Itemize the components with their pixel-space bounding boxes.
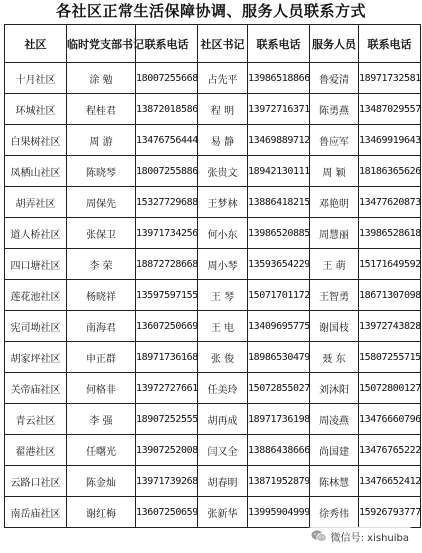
table-row <box>5 373 421 404</box>
phone-cell: 15072800127 <box>359 373 421 404</box>
phone-cell: 13597597155 <box>136 280 198 311</box>
phone-cell: 13986528618 <box>359 218 421 249</box>
community-secretary-cell: 程 明 <box>198 94 248 125</box>
phone-cell: 13469919643 <box>359 125 421 156</box>
table-row <box>5 249 421 280</box>
service-staff-cell: 谢国枝 <box>310 311 359 342</box>
table-body <box>5 63 421 528</box>
table-row <box>5 466 421 497</box>
community-secretary-cell: 张贵文 <box>198 156 248 187</box>
phone-cell: 13872018586 <box>136 94 198 125</box>
phone-cell: 13477620873 <box>359 187 421 218</box>
party-secretary-cell: 程桂君 <box>67 94 136 125</box>
table-row <box>5 280 421 311</box>
service-staff-cell: 邓艳明 <box>310 187 359 218</box>
phone-cell: 13986518866 <box>248 63 310 94</box>
phone-cell: 15171649592 <box>359 249 421 280</box>
phone-cell: 13469889712 <box>248 125 310 156</box>
community-secretary-cell: 周小琴 <box>198 249 248 280</box>
service-staff-cell: 王智勇 <box>310 280 359 311</box>
service-staff-cell: 王 萌 <box>310 249 359 280</box>
community-cell: 宪司坳社区 <box>5 311 67 342</box>
community-secretary-cell: 占先平 <box>198 63 248 94</box>
party-secretary-cell: 涂 勉 <box>67 63 136 94</box>
phone-cell: 18971736168 <box>136 342 198 373</box>
phone-cell: 13476660796 <box>359 404 421 435</box>
phone-cell: 13971739268 <box>136 466 198 497</box>
phone-cell: 15926793777 <box>359 497 421 528</box>
contact-table <box>4 24 421 528</box>
phone-cell: 18986530479 <box>248 342 310 373</box>
community-cell: 四口塘社区 <box>5 249 67 280</box>
party-secretary-cell: 杨晓祥 <box>67 280 136 311</box>
column-header-phone: 联系电话 <box>359 25 421 63</box>
phone-cell: 18671307098 <box>359 280 421 311</box>
phone-cell: 18872728668 <box>136 249 198 280</box>
community-cell: 道人桥社区 <box>5 218 67 249</box>
table-row <box>5 156 421 187</box>
community-secretary-cell: 何小东 <box>198 218 248 249</box>
community-cell: 翟港社区 <box>5 435 67 466</box>
phone-cell: 15071701172 <box>248 280 310 311</box>
community-secretary-cell: 王 琴 <box>198 280 248 311</box>
phone-cell: 15807255715 <box>359 342 421 373</box>
party-secretary-cell: 张保卫 <box>67 218 136 249</box>
community-cell: 白果树社区 <box>5 125 67 156</box>
watermark <box>308 527 412 545</box>
phone-cell: 13907252008 <box>136 435 198 466</box>
phone-cell: 18971732581 <box>359 63 421 94</box>
phone-cell: 13995904999 <box>248 497 310 528</box>
page-title: 各社区正常生活保障协调、服务人员联系方式 <box>55 2 366 20</box>
party-secretary-cell: 李 强 <box>67 404 136 435</box>
phone-cell: 13972727661 <box>136 373 198 404</box>
wechat-icon <box>311 529 327 543</box>
table-row <box>5 342 421 373</box>
community-secretary-cell: 胡再成 <box>198 404 248 435</box>
column-header-party-secretary: 临时党支部书记 <box>67 25 136 63</box>
column-header-phone: 联系电话 <box>136 25 198 63</box>
service-staff-cell: 尚国建 <box>310 435 359 466</box>
phone-cell: 15327729688 <box>136 187 198 218</box>
community-secretary-cell: 任美玲 <box>198 373 248 404</box>
phone-cell: 13476756444 <box>136 125 198 156</box>
community-cell: 环城社区 <box>5 94 67 125</box>
service-staff-cell: 鲁爱清 <box>310 63 359 94</box>
phone-cell: 13972716371 <box>248 94 310 125</box>
table-row <box>5 404 421 435</box>
party-secretary-cell: 陈晓琴 <box>67 156 136 187</box>
phone-cell: 13971734256 <box>136 218 198 249</box>
phone-cell: 13986520885 <box>248 218 310 249</box>
table-row <box>5 187 421 218</box>
party-secretary-cell: 陈金灿 <box>67 466 136 497</box>
community-secretary-cell: 王 电 <box>198 311 248 342</box>
phone-cell: 13487029557 <box>359 94 421 125</box>
column-header-community: 社区 <box>5 25 67 63</box>
watermark-text: 微信号: xishuiba <box>330 532 409 544</box>
header-row <box>5 25 421 63</box>
table-row <box>5 497 421 528</box>
phone-cell: 13593654229 <box>248 249 310 280</box>
table-row <box>5 94 421 125</box>
community-cell: 胡家坪社区 <box>5 342 67 373</box>
community-secretary-cell: 张新华 <box>198 497 248 528</box>
service-staff-cell: 徐秀伟 <box>310 497 359 528</box>
community-cell: 莲花池社区 <box>5 280 67 311</box>
phone-cell: 18007255886 <box>136 156 198 187</box>
service-staff-cell: 聂 东 <box>310 342 359 373</box>
party-secretary-cell: 周保先 <box>67 187 136 218</box>
table-row <box>5 435 421 466</box>
service-staff-cell: 陈勇燕 <box>310 94 359 125</box>
party-secretary-cell: 南海君 <box>67 311 136 342</box>
phone-cell: 13607250669 <box>136 311 198 342</box>
community-secretary-cell: 张 俊 <box>198 342 248 373</box>
phone-cell: 13476652412 <box>359 466 421 497</box>
phone-cell: 18942130111 <box>248 156 310 187</box>
community-cell: 凤栖山社区 <box>5 156 67 187</box>
phone-cell: 18007255668 <box>136 63 198 94</box>
service-staff-cell: 周慧丽 <box>310 218 359 249</box>
phone-cell: 18971736198 <box>248 404 310 435</box>
table-row <box>5 218 421 249</box>
service-staff-cell: 周凌燕 <box>310 404 359 435</box>
service-staff-cell: 陈林慧 <box>310 466 359 497</box>
phone-cell: 13607250659 <box>136 497 198 528</box>
community-cell: 关帝庙社区 <box>5 373 67 404</box>
table-row <box>5 63 421 94</box>
table-row <box>5 125 421 156</box>
community-cell: 十月社区 <box>5 63 67 94</box>
community-secretary-cell: 胡春明 <box>198 466 248 497</box>
party-secretary-cell: 申正群 <box>67 342 136 373</box>
party-secretary-cell: 何格非 <box>67 373 136 404</box>
community-cell: 南岳庙社区 <box>5 497 67 528</box>
community-secretary-cell: 易 静 <box>198 125 248 156</box>
party-secretary-cell: 周 游 <box>67 125 136 156</box>
column-header-service-staff: 服务人员 <box>310 25 359 63</box>
community-cell: 云路口社区 <box>5 466 67 497</box>
phone-cell: 13409695775 <box>248 311 310 342</box>
community-cell: 青云社区 <box>5 404 67 435</box>
community-secretary-cell: 王梦林 <box>198 187 248 218</box>
party-secretary-cell: 李 荣 <box>67 249 136 280</box>
service-staff-cell: 刘沐阳 <box>310 373 359 404</box>
party-secretary-cell: 任曙光 <box>67 435 136 466</box>
phone-cell: 13972743828 <box>359 311 421 342</box>
phone-cell: 18186365626 <box>359 156 421 187</box>
community-secretary-cell: 闫又全 <box>198 435 248 466</box>
column-header-phone: 联系电话 <box>248 25 310 63</box>
table-row <box>5 311 421 342</box>
phone-cell: 18907252555 <box>136 404 198 435</box>
service-staff-cell: 周 颖 <box>310 156 359 187</box>
phone-cell: 13871952879 <box>248 466 310 497</box>
community-cell: 胡弄社区 <box>5 187 67 218</box>
phone-cell: 13476765222 <box>359 435 421 466</box>
phone-cell: 13886438666 <box>248 435 310 466</box>
phone-cell: 13886418215 <box>248 187 310 218</box>
service-staff-cell: 鲁应军 <box>310 125 359 156</box>
column-header-community-secretary: 社区书记 <box>198 25 248 63</box>
phone-cell: 15072855027 <box>248 373 310 404</box>
party-secretary-cell: 谢红梅 <box>67 497 136 528</box>
